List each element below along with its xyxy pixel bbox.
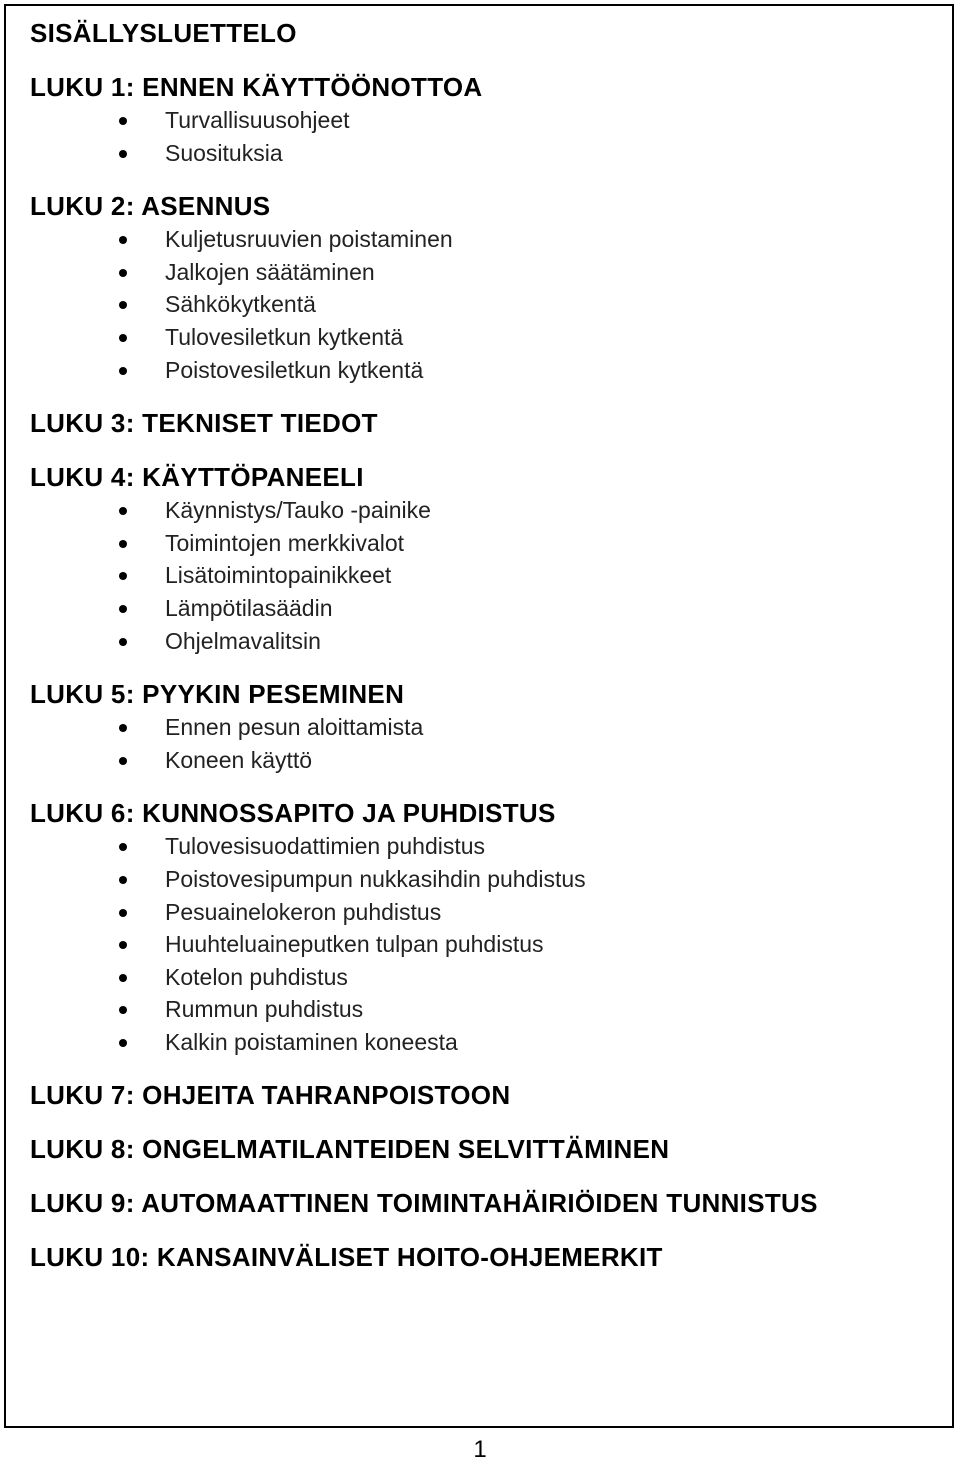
chapter-section [30,189,942,386]
list-item [30,711,942,744]
list-item [30,494,942,527]
chapter-item-list [30,711,942,776]
list-item-label: Kalkin poistaminen koneesta [165,1028,458,1055]
chapter-section [30,1186,942,1220]
chapter-section [30,460,942,657]
list-item-label: Kotelon puhdistus [165,963,348,990]
chapter-heading: LUKU 10: KANSAINVÄLISET HOITO-OHJEMERKIT [30,1242,663,1273]
bullet-icon [119,507,127,515]
bullet-icon [119,269,127,277]
chapter-section [30,70,942,169]
toc-content [30,16,942,1274]
list-item [30,256,942,289]
bullet-icon [119,909,127,917]
chapter-heading: LUKU 6: KUNNOSSAPITO JA PUHDISTUS [30,798,556,829]
bullet-icon [119,334,127,342]
list-item [30,321,942,354]
bullet-icon [119,941,127,949]
bullet-icon [119,117,127,125]
list-item [30,137,942,170]
bullet-icon [119,540,127,548]
toc-title: SISÄLLYSLUETTELO [30,18,297,48]
list-item [30,223,942,256]
bullet-icon [119,572,127,580]
chapter-item-list [30,494,942,657]
chapter-section [30,796,942,1058]
bullet-icon [119,236,127,244]
list-item [30,1026,942,1059]
list-item [30,830,942,863]
list-item [30,104,942,137]
bullet-icon [119,367,127,375]
chapter-heading: LUKU 5: PYYKIN PESEMINEN [30,679,405,710]
list-item-label: Toimintojen merkkivalot [165,529,405,556]
list-item [30,625,942,658]
list-item-label: Rummun puhdistus [165,996,364,1023]
list-item-label: Sähkökytkentä [165,291,316,318]
list-item-label: Tulovesiletkun kytkentä [165,323,404,350]
page-number: 1 [473,1436,487,1463]
chapter-section [30,406,942,440]
chapter-item-list [30,830,942,1058]
chapter-section [30,1132,942,1166]
list-item-label: Suosituksia [165,139,283,166]
list-item-label: Koneen käyttö [165,746,313,773]
bullet-icon [119,757,127,765]
list-item [30,288,942,321]
list-item [30,744,942,777]
list-item [30,961,942,994]
list-item-label: Käynnistys/Tauko -painike [165,497,431,524]
list-item-label: Poistovesiletkun kytkentä [165,356,424,383]
chapter-list [30,70,942,1274]
bullet-icon [119,724,127,732]
chapter-section [30,677,942,776]
list-item-label: Lämpötilasäädin [165,594,333,621]
list-item-label: Jalkojen säätäminen [165,258,375,285]
chapter-heading: LUKU 3: TEKNISET TIEDOT [30,408,378,439]
chapter-heading: LUKU 4: KÄYTTÖPANEELI [30,462,364,493]
list-item-label: Lisätoimintopainikkeet [165,562,392,589]
list-item [30,928,942,961]
chapter-heading: LUKU 8: ONGELMATILANTEIDEN SELVITTÄMINEN [30,1134,670,1165]
list-item-label: Kuljetusruuvien poistaminen [165,226,453,253]
chapter-item-list [30,104,942,169]
list-item [30,896,942,929]
bullet-icon [119,876,127,884]
bullet-icon [119,605,127,613]
list-item-label: Huuhteluaineputken tulpan puhdistus [165,931,544,958]
bullet-icon [119,974,127,982]
bullet-icon [119,843,127,851]
list-item-label: Turvallisuusohjeet [165,107,350,133]
list-item-label: Ohjelmavalitsin [165,627,321,654]
bullet-icon [119,150,127,158]
list-item [30,863,942,896]
list-item [30,354,942,387]
bullet-icon [119,1039,127,1047]
list-item-label: Ennen pesun aloittamista [165,714,424,741]
list-item-label: Tulovesisuodattimien puhdistus [165,833,486,860]
bullet-icon [119,638,127,646]
list-item [30,592,942,625]
chapter-section [30,1078,942,1112]
chapter-section [30,1240,942,1274]
list-item-label: Pesuainelokeron puhdistus [165,898,442,925]
page-border [4,4,954,1428]
chapter-heading: LUKU 1: ENNEN KÄYTTÖÖNOTTOA [30,72,483,102]
list-item [30,559,942,592]
chapter-heading: LUKU 7: OHJEITA TAHRANPOISTOON [30,1080,511,1111]
chapter-heading: LUKU 2: ASENNUS [30,191,271,222]
bullet-icon [119,301,127,309]
list-item-label: Poistovesipumpun nukkasihdin puhdistus [165,865,586,892]
chapter-item-list [30,223,942,386]
chapter-heading: LUKU 9: AUTOMAATTINEN TOIMINTAHÄIRIÖIDEN TUNNISTUS [30,1188,818,1219]
bullet-icon [119,1006,127,1014]
list-item [30,527,942,560]
list-item [30,993,942,1026]
